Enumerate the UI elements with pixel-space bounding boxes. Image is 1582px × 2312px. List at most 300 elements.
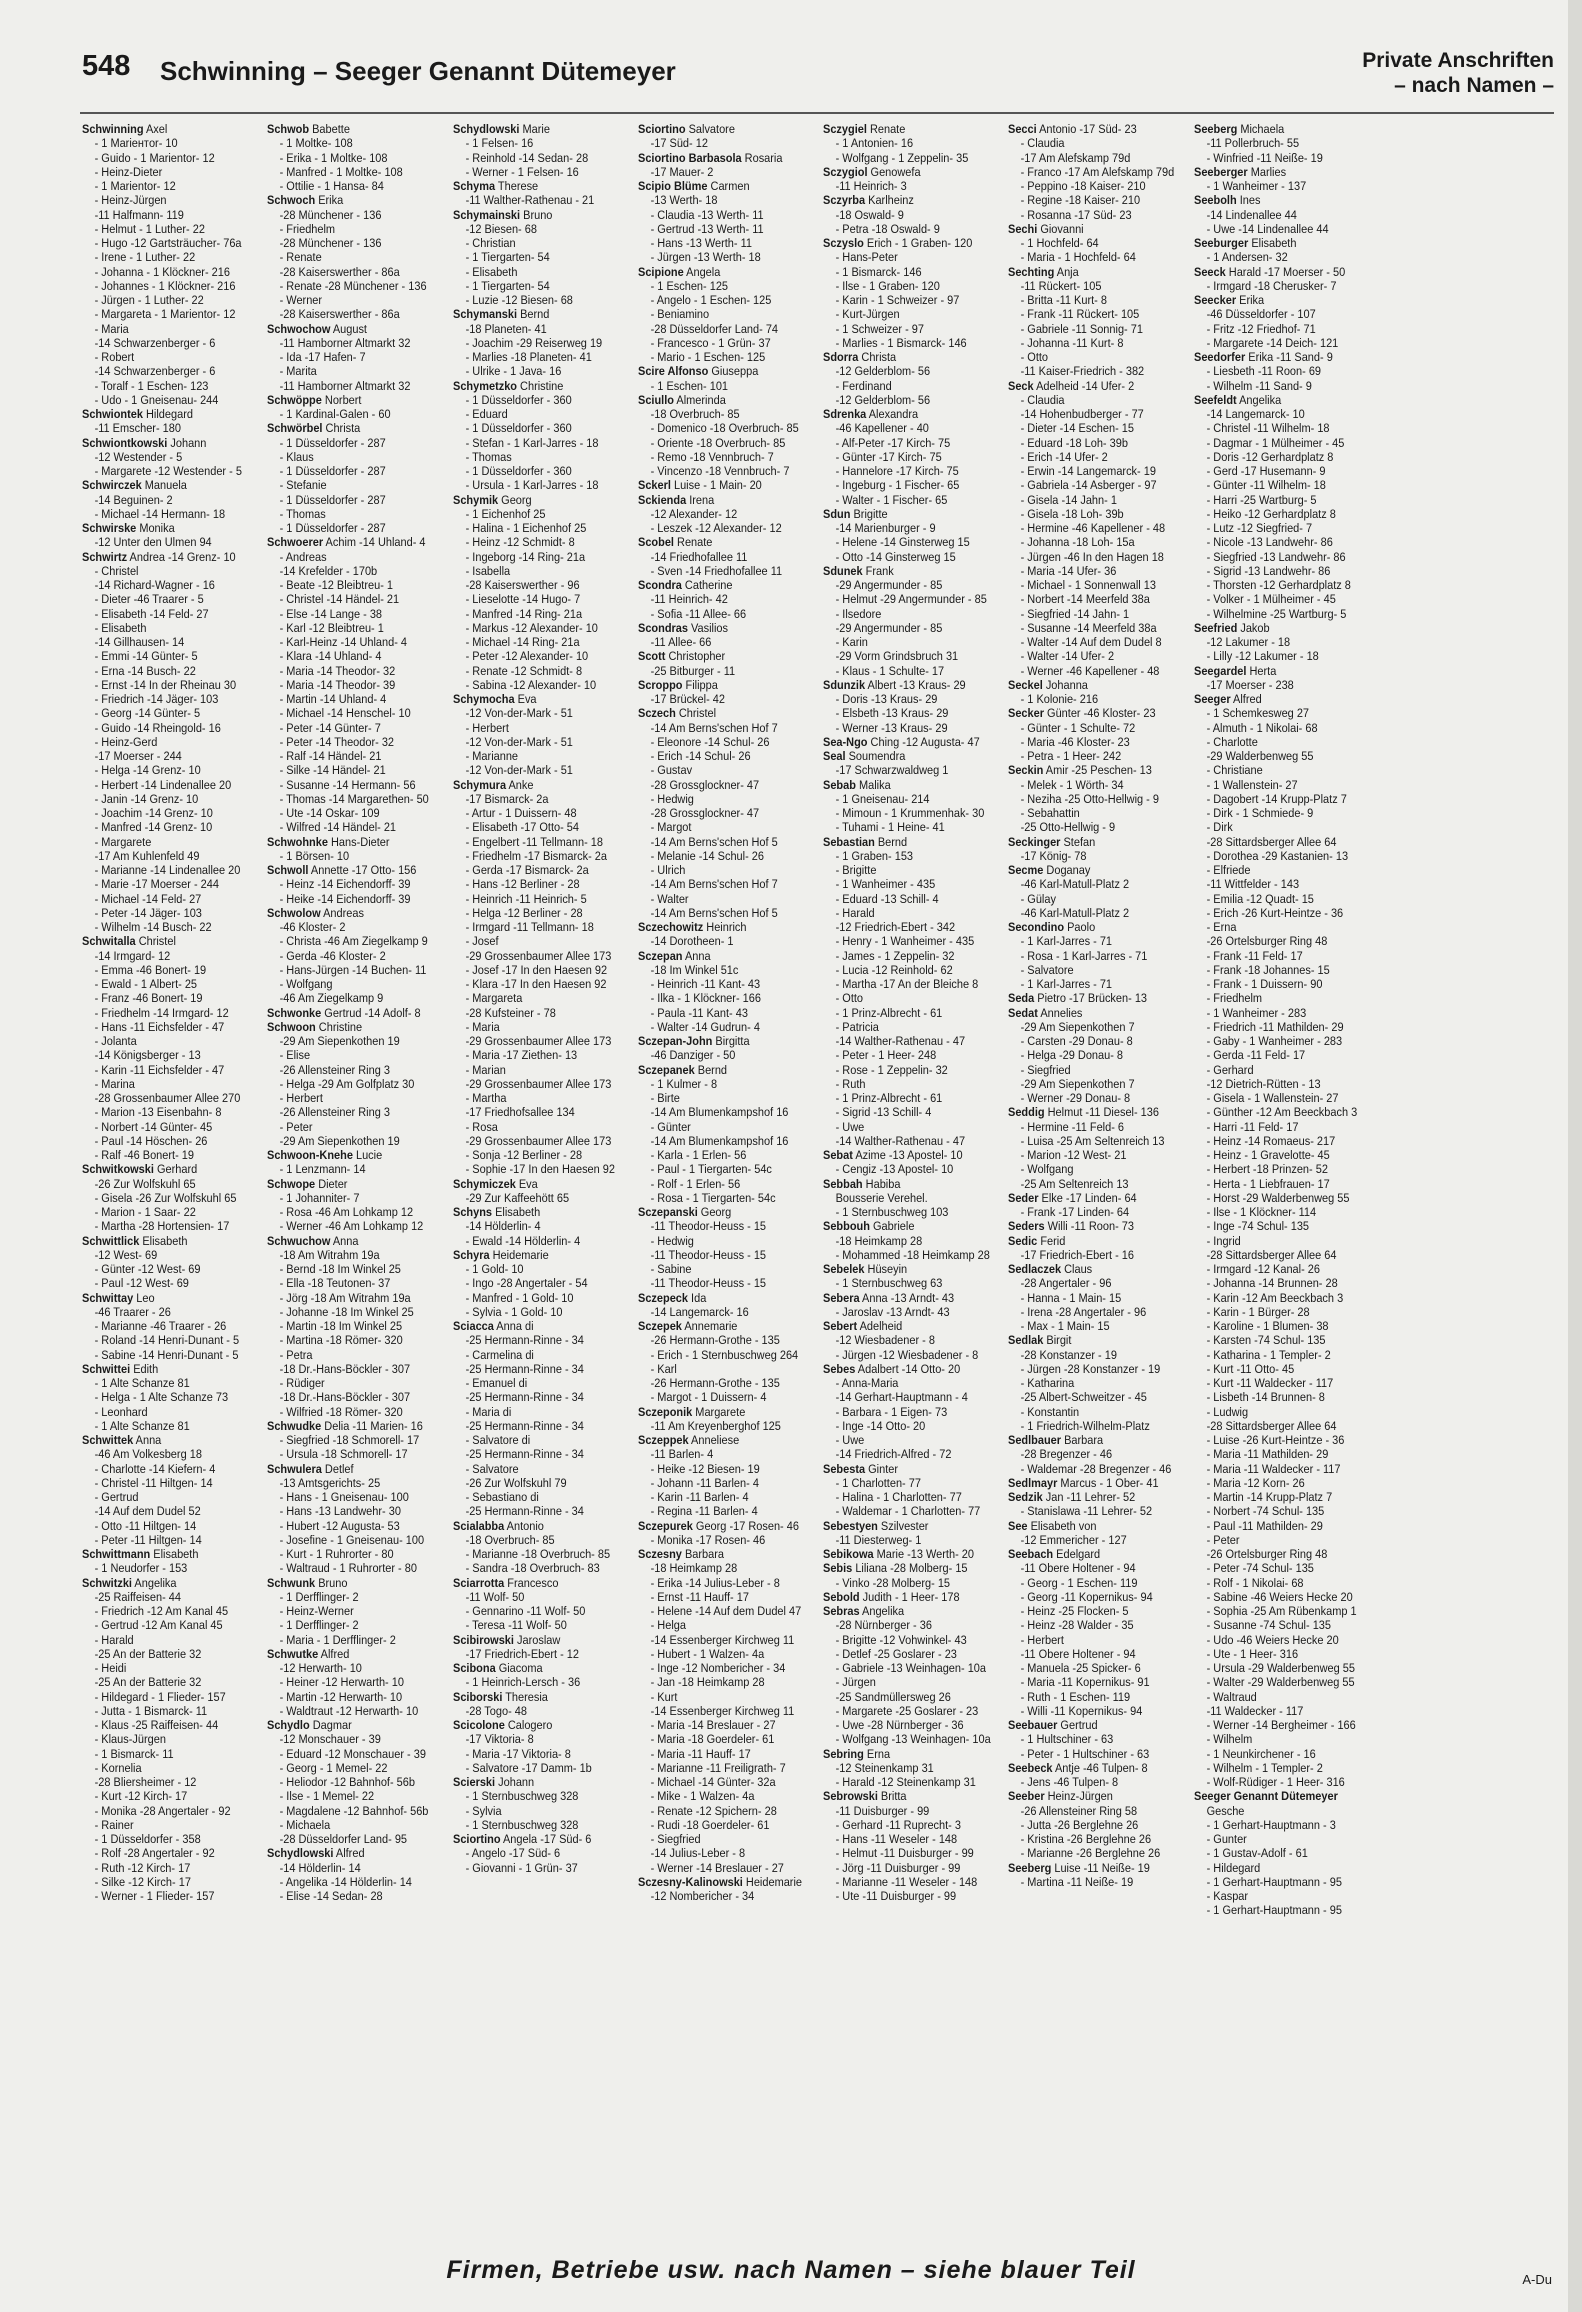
listing-entry-surname bbox=[823, 193, 979, 207]
listing-entry: - Helga - 1 Alte Schanze 73 bbox=[94, 1390, 229, 1405]
listing-entry: - Sophia -25 Am Rübenkamp 1 bbox=[1206, 1604, 1357, 1618]
listing-entry: - Heike -14 Eichendorff- 39 bbox=[279, 891, 411, 906]
entry-detail: Christine bbox=[516, 378, 563, 393]
listing-entry: - Helene -14 Ginsterweg 15 bbox=[835, 535, 970, 550]
listing-entry: - Harald bbox=[835, 905, 875, 920]
listing-entry: - Martina -11 Neiße- 19 bbox=[1020, 1874, 1134, 1889]
listing-entry: -13 Werth- 18 bbox=[650, 193, 718, 208]
entry-detail: Ginter bbox=[865, 1461, 898, 1476]
listing-entry: - Hans -11 Weseler - 148 bbox=[835, 1832, 958, 1846]
listing-entry: - Luise -26 Kurt-Heintze - 36 bbox=[1206, 1433, 1344, 1447]
listing-entry: - Werner -29 Donau- 8 bbox=[1020, 1091, 1131, 1105]
entry-detail: Anna di bbox=[493, 1319, 534, 1333]
listing-entry: - Dorothea -29 Kastanien- 13 bbox=[1206, 848, 1348, 863]
listing-entry: - Jürgen -28 Konstanzer - 19 bbox=[1020, 1361, 1161, 1376]
listing-entry: -14 Dorotheen- 1 bbox=[650, 934, 734, 949]
listing-entry-surname bbox=[638, 649, 794, 663]
listing-entry: - Marianne bbox=[465, 749, 518, 763]
listing-entry: - Karin -12 Am Beeckbach 3 bbox=[1206, 1290, 1343, 1305]
listing-entry: - Ernst -14 In der Rheinau 30 bbox=[94, 677, 237, 692]
listing-entry: - 1 Graben- 153 bbox=[835, 848, 914, 863]
listing-entry: - Sonja -12 Berliner - 28 bbox=[465, 1148, 582, 1162]
listing-entry: - Günter -12 West- 69 bbox=[94, 1262, 201, 1276]
listing-entry: - Otto bbox=[1020, 350, 1049, 364]
listing-entry: - Karsten -74 Schul- 135 bbox=[1206, 1333, 1325, 1348]
listing-entry: - Maria -14 Ufer- 36 bbox=[1020, 563, 1117, 578]
listing-entry: -14 Julius-Leber - 8 bbox=[650, 1846, 745, 1861]
listing-entry: - Silke -12 Kirch- 17 bbox=[94, 1874, 191, 1889]
surname: Seda bbox=[1008, 991, 1035, 1006]
surname: Sebert bbox=[823, 1319, 858, 1333]
entry-detail: Bernd bbox=[694, 1062, 727, 1077]
listing-entry: - Helmut -29 Angermunder - 85 bbox=[835, 592, 987, 607]
listing-entry: - 1 Mariентor- 10 bbox=[94, 136, 178, 151]
listing-entry-surname bbox=[638, 493, 794, 507]
listing-entry: -14 Walther-Rathenau - 47 bbox=[835, 1034, 966, 1048]
listing-entry: - Helga -14 Grenz- 10 bbox=[94, 763, 201, 778]
entry-detail: Giuseppa bbox=[708, 364, 759, 379]
entry-detail: Rosaria bbox=[741, 150, 783, 165]
listing-entry: -18 Heimkamp 28 bbox=[835, 1233, 923, 1248]
listing-entry: - Jürgen -12 Wiesbadener - 8 bbox=[835, 1347, 979, 1362]
listing-entry: - Michael -14 Ring- 21a bbox=[465, 635, 580, 649]
entry-detail: Georg -17 Rosen- 46 bbox=[692, 1518, 799, 1533]
listing-entry: - Karl bbox=[650, 1361, 677, 1376]
listing-entry: - Michael -14 Feld- 27 bbox=[94, 891, 202, 906]
listing-entry: - Doris -13 Kraus- 29 bbox=[835, 692, 938, 706]
listing-entry: - Marina bbox=[94, 1076, 135, 1091]
listing-entry-surname bbox=[823, 236, 979, 250]
listing-entry: -11 Waldecker - 117 bbox=[1206, 1703, 1303, 1718]
listing-entry: - Friedhelm bbox=[1206, 991, 1262, 1006]
surname: Sczyslo bbox=[823, 236, 864, 250]
listing-entry: - Willi -11 Kopernikus- 94 bbox=[1020, 1703, 1143, 1718]
listing-entry: -46 Kapellener - 40 bbox=[835, 421, 929, 436]
entry-detail: Monika bbox=[136, 521, 175, 535]
listing-entry: - Gerda -11 Feld- 17 bbox=[1206, 1048, 1305, 1063]
listing-entry-surname bbox=[82, 934, 238, 948]
listing-entry: - Wilfried -18 Römer- 320 bbox=[279, 1404, 403, 1419]
listing-entry-surname bbox=[823, 1319, 979, 1333]
surname: Seeberg bbox=[1008, 1860, 1052, 1875]
surname: Sczepeck bbox=[637, 1290, 688, 1305]
surname: Sczeppek bbox=[637, 1433, 689, 1447]
listing-entry: - Heinrich -11 Kant- 43 bbox=[650, 977, 760, 991]
listing-entry: - Michael -14 Henschel- 10 bbox=[279, 706, 411, 721]
listing-entry: -29 Grossenbaumer Allee 173 bbox=[465, 1133, 611, 1148]
listing-entry: - Werner -13 Kraus- 29 bbox=[835, 720, 948, 735]
listing-entry: - Vinko -28 Molberg- 15 bbox=[835, 1575, 951, 1590]
listing-entry: - Frank -18 Johannes- 15 bbox=[1206, 962, 1330, 977]
listing-entry: - 1 Sternbuschweg 328 bbox=[465, 1817, 578, 1832]
listing-entry: - Karla - 1 Erlen- 56 bbox=[650, 1148, 747, 1162]
header-rule bbox=[80, 112, 1554, 114]
listing-entry: - Maria -11 Waldecker - 117 bbox=[1206, 1461, 1341, 1476]
entry-detail: Albert -13 Kraus- 29 bbox=[865, 677, 966, 692]
listing-entry: - Doris -12 Gerhardplatz 8 bbox=[1206, 449, 1333, 464]
listing-entry: - Johanna -18 Loh- 15a bbox=[1020, 535, 1135, 550]
listing-entry: - Harald -12 Steinenkamp 31 bbox=[835, 1775, 976, 1789]
listing-entry: - Kurt-Jürgen bbox=[835, 307, 900, 322]
listing-entry: - Christel -11 Wilhelm- 18 bbox=[1206, 421, 1330, 436]
listing-entry-surname bbox=[823, 835, 979, 849]
listing-entry: - Jürgen -13 Werth- 18 bbox=[650, 250, 761, 265]
surname: Seefeldt bbox=[1193, 392, 1237, 407]
listing-entry: -14 Am Blumenkampshof 16 bbox=[650, 1105, 789, 1120]
entry-detail: Margarete bbox=[692, 1404, 746, 1419]
surname: Schydlowski bbox=[452, 122, 519, 136]
listing-entry: -25 An der Batterie 32 bbox=[94, 1646, 202, 1661]
listing-entry: -14 Auf dem Dudel 52 bbox=[94, 1504, 201, 1519]
listing-entry: -18 Oswald- 9 bbox=[835, 207, 904, 222]
entry-detail: Renate bbox=[866, 122, 906, 136]
listing-entry: - Hermine -11 Feld- 6 bbox=[1020, 1119, 1125, 1134]
listing-entry-surname bbox=[1008, 265, 1164, 279]
listing-entry-surname bbox=[82, 1362, 238, 1376]
listing-entry-surname bbox=[1194, 692, 1350, 706]
surname: Sckerl bbox=[637, 478, 671, 493]
entry-detail: Jan -11 Lehrer- 52 bbox=[1043, 1490, 1136, 1504]
listing-entry-surname bbox=[823, 1462, 979, 1476]
surname: Seeger bbox=[1193, 692, 1231, 706]
listing-entry-surname bbox=[638, 578, 794, 592]
listing-entry: - Stefan - 1 Karl-Jarres - 18 bbox=[465, 435, 598, 450]
listing-entry: - Regina -11 Barlen- 4 bbox=[650, 1504, 758, 1519]
listing-entry-surname bbox=[1008, 920, 1164, 934]
listing-entry: -46 Düsseldorfer - 107 bbox=[1206, 307, 1316, 322]
listing-entry-surname bbox=[267, 1006, 423, 1020]
listing-entry-surname bbox=[453, 1576, 609, 1590]
listing-entry-surname bbox=[823, 1547, 979, 1561]
listing-entry: - Walter -14 Gudrun- 4 bbox=[650, 1019, 760, 1034]
listing-entry: - Thomas bbox=[465, 449, 512, 464]
listing-entry: - Elfriede bbox=[1206, 863, 1251, 877]
listing-entry: - 1 Eschen- 101 bbox=[650, 378, 728, 393]
listing-entry: - Margarete -25 Goslarer - 23 bbox=[835, 1703, 979, 1718]
listing-entry: - Harri -25 Wartburg- 5 bbox=[1206, 492, 1317, 507]
listing-entry: -12 Herwarth- 10 bbox=[279, 1661, 363, 1675]
listing-entry: - Barbara - 1 Eigen- 73 bbox=[835, 1404, 948, 1419]
listing-entry-surname bbox=[823, 407, 979, 421]
listing-entry: -29 Am Siepenkothen 19 bbox=[279, 1133, 400, 1148]
listing-entry: - Siegfried bbox=[650, 1832, 701, 1846]
surname: Scierski bbox=[452, 1775, 495, 1789]
listing-entry-surname bbox=[1194, 1789, 1350, 1803]
listing-entry: - Jörg -18 Am Witrahm 19a bbox=[279, 1290, 411, 1305]
entry-detail: Achim -14 Uhland- 4 bbox=[323, 535, 426, 550]
listing-entry: - Jürgen bbox=[835, 1675, 876, 1690]
listing-entry: - Klaus bbox=[279, 449, 314, 464]
listing-entry: - Hans -13 Werth- 11 bbox=[650, 236, 752, 250]
listing-entry: - 1 Düsseldorfer - 287 bbox=[279, 435, 386, 450]
listing-entry: - Norbert -14 Günter- 45 bbox=[94, 1119, 213, 1134]
listing-entry: - Maria bbox=[465, 1019, 500, 1034]
listing-entry: - Maria di bbox=[465, 1404, 511, 1419]
surname: Sedic bbox=[1008, 1233, 1038, 1248]
listing-entry-surname bbox=[1008, 1006, 1164, 1020]
listing-entry: - Werner - 1 Flieder- 157 bbox=[94, 1889, 215, 1903]
surname: Scobel bbox=[637, 535, 674, 550]
listing-entry: - Leonhard bbox=[94, 1404, 148, 1419]
surname: Schymainski bbox=[452, 207, 520, 222]
surname: Sedat bbox=[1008, 1005, 1039, 1020]
listing-entry: - Walter -29 Walderbenweg 55 bbox=[1206, 1675, 1355, 1690]
entry-detail: Malika bbox=[855, 777, 891, 792]
listing-entry: - Karin bbox=[835, 635, 868, 649]
listing-entry: - 1 Düsseldorfer - 360 bbox=[465, 421, 572, 436]
listing-entry: - Walter bbox=[650, 891, 689, 906]
entry-detail: Brigitte bbox=[850, 506, 888, 521]
listing-entry: - Stanislawa -11 Lehrer- 52 bbox=[1020, 1504, 1153, 1519]
listing-entry-surname bbox=[638, 1034, 794, 1048]
listing-entry: - Alf-Peter -17 Kirch- 75 bbox=[835, 435, 951, 450]
surname: Sczygiel bbox=[823, 122, 867, 136]
listing-entry: -26 Hermann-Grothe - 135 bbox=[650, 1376, 780, 1390]
listing-entry: - Werner -14 Bergheimer - 166 bbox=[1206, 1718, 1356, 1732]
listing-entry-surname bbox=[638, 151, 794, 165]
surname: Sciborski bbox=[452, 1689, 502, 1704]
listing-entry: - Kurt - 1 Ruhrorter - 80 bbox=[279, 1547, 394, 1561]
surname: Seefried bbox=[1193, 620, 1237, 635]
listing-entry: -28 Sittardsberger Allee 64 bbox=[1206, 834, 1336, 849]
surname: Sczepanski bbox=[637, 1205, 698, 1219]
listing-entry: -14 Essenberger Kirchweg 11 bbox=[650, 1703, 795, 1718]
listing-entry: -17 Am Alefskamp 79d bbox=[1020, 150, 1131, 165]
listing-entry-surname bbox=[267, 322, 423, 336]
listing-entry: - Joachim -29 Reiserweg 19 bbox=[465, 335, 602, 350]
listing-entry: - Ferdinand bbox=[835, 378, 892, 393]
listing-entry: - Markus -12 Alexander- 10 bbox=[465, 620, 598, 635]
listing-entry: - Gertrud -13 Werth- 11 bbox=[650, 221, 764, 236]
surname: Sdrenka bbox=[823, 407, 867, 421]
listing-entry: - Heiner -12 Herwarth- 10 bbox=[279, 1675, 405, 1690]
surname: Sdunek bbox=[823, 563, 863, 578]
listing-entry: - Salvatore bbox=[465, 1461, 519, 1476]
listing-entry: - Jan -18 Heimkamp 28 bbox=[650, 1675, 765, 1690]
listing-entry-surname bbox=[267, 1419, 423, 1433]
listing-entry: - Gabriele -13 Weinhagen- 10a bbox=[835, 1661, 987, 1675]
surname: Sczygiol bbox=[823, 164, 868, 179]
listing-entry: - Renate -12 Spichern- 28 bbox=[650, 1803, 777, 1818]
entry-detail: Alfred bbox=[318, 1646, 350, 1661]
listing-entry: -28 Kaiserswerther - 86a bbox=[279, 264, 400, 279]
entry-detail: Irena bbox=[685, 492, 714, 507]
entry-detail: Edith bbox=[130, 1361, 159, 1376]
listing-entry: - Herta - 1 Liebfrauen- 17 bbox=[1206, 1176, 1330, 1191]
listing-entry: - Heliodor -12 Bahnhof- 56b bbox=[279, 1775, 416, 1789]
listing-entry: - Waldemar - 1 Charlotten- 77 bbox=[835, 1504, 981, 1519]
listing-entry: - Inge -74 Schul- 135 bbox=[1206, 1219, 1309, 1234]
listing-entry: - Walter -14 Ufer- 2 bbox=[1020, 649, 1115, 664]
surname: Sebestyen bbox=[823, 1518, 878, 1533]
listing-entry: -14 Friedrich-Alfred - 72 bbox=[835, 1447, 952, 1462]
entry-detail: Carmen bbox=[707, 179, 750, 193]
listing-entry: - Petra - 1 Heer- 242 bbox=[1020, 749, 1122, 763]
entry-detail: Harald -17 Moerser - 50 bbox=[1225, 264, 1345, 279]
entry-detail: Christa bbox=[322, 421, 361, 436]
listing-entry-surname bbox=[82, 1162, 238, 1176]
listing-entry: -28 Kufsteiner - 78 bbox=[465, 1005, 556, 1020]
listing-entry: -11 Halfmann- 119 bbox=[94, 207, 184, 222]
listing-entry: - Eduard -13 Schill- 4 bbox=[835, 891, 939, 906]
listing-entry: - Maria -14 Theodor- 32 bbox=[279, 663, 396, 678]
listing-entry: -28 Kaiserswerther - 96 bbox=[465, 578, 580, 592]
listing-entry: - Ralf -14 Händel- 21 bbox=[279, 749, 382, 763]
listing-entry: - Bernd -18 Im Winkel 25 bbox=[279, 1262, 402, 1276]
listing-entry: -25 Bitburger - 11 bbox=[650, 663, 735, 678]
entry-detail: Babette bbox=[309, 122, 351, 136]
listing-entry: - Dagmar - 1 Mülheimer - 45 bbox=[1206, 435, 1344, 450]
listing-entry: - 1 Andersen- 32 bbox=[1206, 250, 1288, 265]
listing-column bbox=[82, 122, 255, 2162]
surname: Schwirske bbox=[82, 521, 137, 535]
listing-entry: - Beniamino bbox=[650, 307, 709, 322]
listing-entry: - Lucia -12 Reinhold- 62 bbox=[835, 962, 953, 977]
listing-entry: -46 Am Ziegelkamp 9 bbox=[279, 991, 384, 1006]
listing-entry-surname bbox=[453, 1661, 609, 1675]
surname: Seebeck bbox=[1008, 1760, 1053, 1775]
listing-entry: - Christian bbox=[465, 236, 516, 250]
listing-entry: - Salvatore bbox=[1020, 962, 1074, 977]
listing-entry: - Sylvia bbox=[465, 1803, 502, 1818]
listing-entry: -17 Friedrich-Ebert - 16 bbox=[1020, 1247, 1135, 1262]
listing-entry: - Franz -46 Bonert- 19 bbox=[94, 991, 203, 1006]
listing-entry: -25 Hermann-Rinne - 34 bbox=[465, 1418, 584, 1433]
listing-entry: -46 Am Volkesberg 18 bbox=[94, 1447, 202, 1462]
listing-entry: - Francesco - 1 Grün- 37 bbox=[650, 335, 771, 350]
listing-entry: - Georg - 1 Eschen- 119 bbox=[1020, 1575, 1138, 1590]
listing-entry-surname bbox=[638, 621, 794, 635]
entry-detail: Erika -11 Sand- 9 bbox=[1244, 350, 1333, 364]
listing-entry: - 1 Düsseldorfer - 358 bbox=[94, 1832, 201, 1846]
listing-entry: - Herbert bbox=[279, 1091, 324, 1105]
listing-entry: -26 Hermann-Grothe - 135 bbox=[650, 1333, 780, 1348]
listing-entry-surname bbox=[453, 1177, 609, 1191]
listing-entry: - Sabina -12 Alexander- 10 bbox=[465, 677, 596, 692]
entry-detail: Angela bbox=[683, 264, 721, 279]
listing-entry: - Frank -11 Feld- 17 bbox=[1206, 948, 1303, 963]
surname: Secci bbox=[1008, 122, 1037, 136]
entry-detail: Barbara bbox=[1061, 1433, 1104, 1447]
listing-entry-surname bbox=[453, 1718, 609, 1732]
listing-entry: - Erika -14 Julius-Leber - 8 bbox=[650, 1575, 780, 1590]
listing-entry: - Friedrich -12 Am Kanal 45 bbox=[94, 1604, 229, 1618]
listing-entry: - Lutz -12 Siegfried- 7 bbox=[1206, 521, 1312, 535]
surname: Schymocha bbox=[452, 692, 515, 706]
listing-entry: - Wilhelmine -25 Wartburg- 5 bbox=[1206, 606, 1346, 621]
listing-entry: - Waltraud - 1 Ruhrorter - 80 bbox=[279, 1561, 418, 1576]
listing-entry: - 1 Kardinal-Galen - 60 bbox=[279, 407, 391, 421]
entry-detail: Edelgard bbox=[1053, 1547, 1101, 1561]
listing-entry-surname bbox=[1008, 222, 1164, 236]
listing-entry: - Kornelia bbox=[94, 1760, 142, 1775]
listing-entry: - 1 Gold- 10 bbox=[465, 1262, 524, 1276]
listing-entry: - Gerda -46 Kloster- 2 bbox=[279, 948, 386, 963]
listing-entry: - Ludwig bbox=[1206, 1404, 1248, 1419]
surname: Sczepanek bbox=[637, 1062, 695, 1077]
surname: Sczesny bbox=[637, 1547, 682, 1561]
listing-entry: -28 Nürnberger - 36 bbox=[835, 1618, 932, 1633]
listing-entry: - Helga -29 Donau- 8 bbox=[1020, 1048, 1124, 1063]
listing-entry: - Frank -17 Linden- 64 bbox=[1020, 1205, 1130, 1219]
entry-detail: Johanna bbox=[1043, 677, 1089, 692]
surname: Sciortino bbox=[637, 122, 686, 136]
listing-entry-surname bbox=[1008, 1105, 1164, 1119]
listing-entry: - Eduard -18 Loh- 39b bbox=[1020, 435, 1129, 450]
entry-detail: Britta bbox=[877, 1789, 907, 1804]
listing-entry: - Petra -18 Oswald- 9 bbox=[835, 221, 940, 236]
listing-entry-surname bbox=[453, 1205, 609, 1219]
listing-entry: - Peter - 1 Hultschiner - 63 bbox=[1020, 1746, 1150, 1761]
listing-entry: - 1 Friedrich-Wilhelm-Platz bbox=[1020, 1418, 1151, 1433]
entry-detail: Bruno bbox=[315, 1575, 348, 1590]
listing-entry: -11 Allee- 66 bbox=[650, 635, 712, 649]
listing-entry: - Ulrike - 1 Java- 16 bbox=[465, 364, 561, 379]
listing-entry: - Ilse - 1 Memel- 22 bbox=[279, 1789, 375, 1804]
listing-entry: - 1 Bismarck- 11 bbox=[94, 1746, 174, 1761]
surname: Schwitzki bbox=[82, 1575, 132, 1590]
listing-entry: - Roland -14 Henri-Dunant - 5 bbox=[94, 1333, 240, 1348]
listing-entry-surname bbox=[1008, 1219, 1164, 1233]
listing-entry: - Hildegard - 1 Flieder- 157 bbox=[94, 1689, 226, 1704]
listing-entry: -18 Heimkamp 28 bbox=[650, 1561, 737, 1576]
listing-entry: - Sigrid -13 Schill- 4 bbox=[835, 1105, 932, 1120]
listing-entry: - 1 Düsseldorfer - 360 bbox=[465, 392, 572, 407]
entry-detail: Erika bbox=[1235, 293, 1264, 307]
listing-entry: - Renate -12 Schmidt- 8 bbox=[465, 663, 582, 678]
listing-entry: - Erika - 1 Moltke- 108 bbox=[279, 150, 388, 165]
listing-entry: - Otto bbox=[835, 991, 864, 1006]
listing-entry: - Elisabeth -14 Feld- 27 bbox=[94, 606, 209, 621]
surname: Sedlmayr bbox=[1008, 1475, 1058, 1490]
surname: Schwinning bbox=[82, 122, 144, 136]
listing-entry: - 1 Prinz-Albrecht - 61 bbox=[835, 1091, 943, 1105]
listing-entry-surname bbox=[1194, 664, 1350, 678]
listing-entry: - Rolf -28 Angertaler - 92 bbox=[94, 1846, 215, 1861]
listing-entry: -28 Münchener - 136 bbox=[279, 236, 382, 250]
listing-entry: - Heinz -14 Romaeus- 217 bbox=[1206, 1133, 1335, 1148]
listing-entry: - 1 Kulmer - 8 bbox=[650, 1076, 717, 1091]
entry-detail: Ferid bbox=[1037, 1233, 1066, 1248]
surname: Seddig bbox=[1008, 1105, 1045, 1120]
surname: Sechi bbox=[1008, 221, 1038, 236]
entry-detail: Liliana -28 Molberg- 15 bbox=[852, 1561, 968, 1576]
surname: Sebastian bbox=[823, 834, 875, 849]
listing-entry: -12 Von-der-Mark - 51 bbox=[465, 706, 573, 721]
listing-entry: - Maria bbox=[94, 321, 129, 336]
listing-entry: - Horst -29 Walderbenweg 55 bbox=[1206, 1190, 1349, 1205]
listing-entry-surname bbox=[823, 350, 979, 364]
listing-entry: - Renate -28 Münchener - 136 bbox=[279, 278, 427, 293]
listing-entry: - Angelo - 1 Eschen- 125 bbox=[650, 293, 772, 307]
entry-detail: Habiba bbox=[862, 1176, 901, 1191]
entry-detail: Gerhard bbox=[153, 1162, 198, 1177]
listing-entry: - Renate bbox=[279, 250, 322, 265]
listing-entry: - Marion -13 Eisenbahn- 8 bbox=[94, 1105, 222, 1120]
listing-entry: -28 Düsseldorfer Land- 74 bbox=[650, 321, 778, 336]
surname: Schydlo bbox=[267, 1718, 310, 1732]
entry-detail: Ines bbox=[1236, 193, 1260, 208]
listing-entry: - Luisa -25 Am Seltenreich 13 bbox=[1020, 1133, 1165, 1148]
page-number: 548 bbox=[82, 50, 131, 82]
entry-detail: Johann bbox=[494, 1775, 534, 1789]
listing-entry: - 1 Alte Schanze 81 bbox=[94, 1376, 190, 1390]
listing-entry: - 1 Düsseldorfer - 287 bbox=[279, 521, 386, 535]
listing-entry: - Erwin -14 Langemarck- 19 bbox=[1020, 464, 1157, 478]
listing-entry: -17 Schwarzwaldweg 1 bbox=[835, 763, 949, 778]
entry-detail: Hans-Dieter bbox=[328, 834, 390, 849]
surname: Sebis bbox=[823, 1561, 853, 1576]
